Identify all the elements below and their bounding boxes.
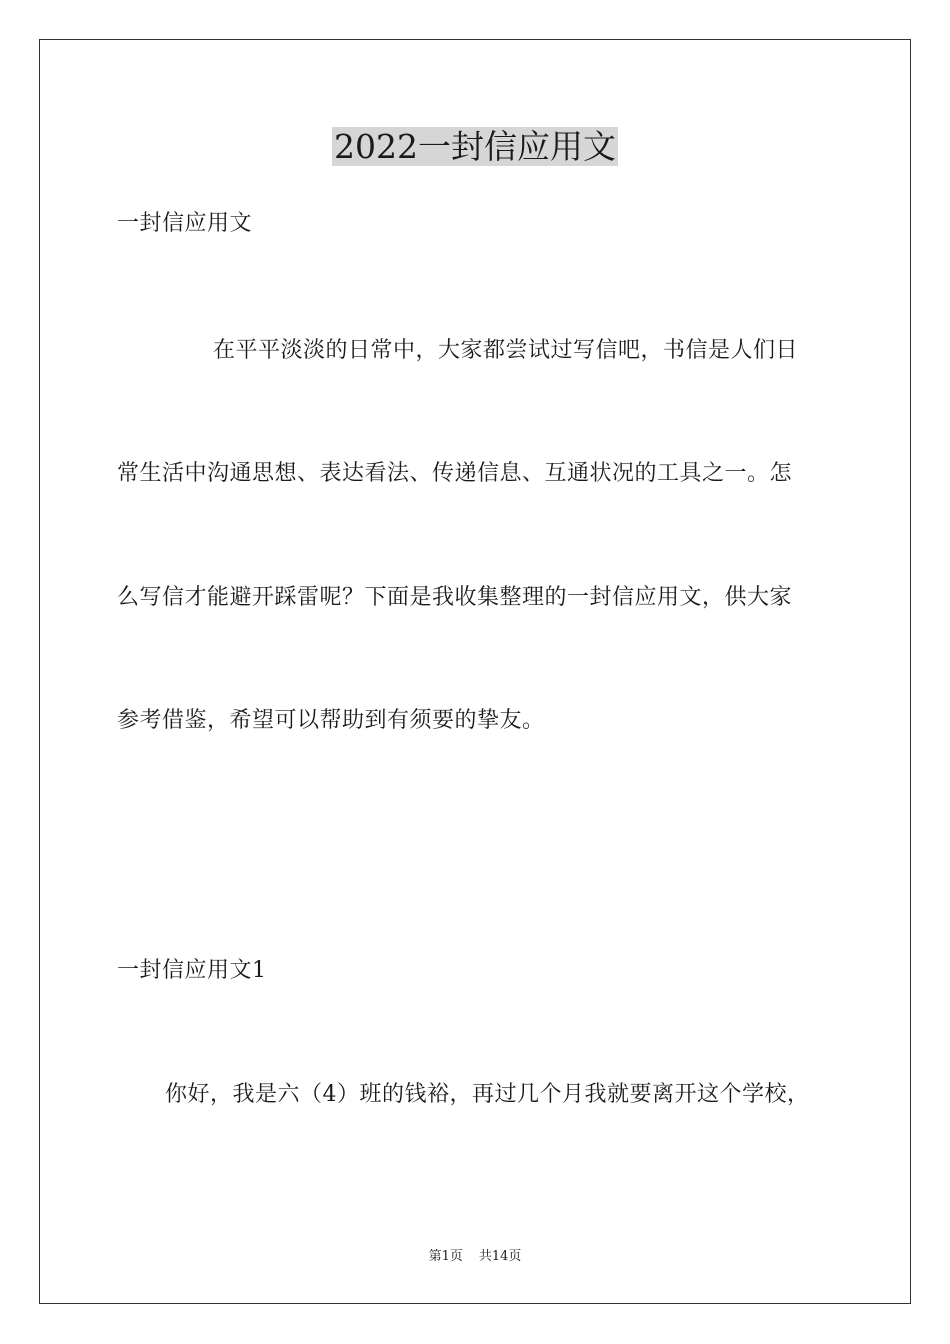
document-title [0,127,950,167]
page-footer [0,1248,950,1266]
document-subtitle: 一封信应用文 [117,211,253,236]
section-heading: 一封信应用文1 [117,958,267,983]
document-title-text: 2022一封信应用文 [334,127,616,166]
intro-line-3: 么写信才能避开踩雷呢？下面是我收集整理的一封信应用文，供大家 [117,585,793,610]
intro-line-4: 参考借鉴，希望可以帮助到有须要的挚友。 [117,708,545,733]
section-line-1: 你好，我是六（4）班的钱裕，再过几个月我就要离开这个学校， [165,1082,810,1107]
page-number: 第1页 [428,1249,463,1264]
intro-line-2: 常生活中沟通思想、表达看法、传递信息、互通状况的工具之一。怎 [117,461,793,486]
intro-line-1: 在平平淡淡的日常中，大家都尝试过写信吧，书信是人们日 [213,338,799,363]
page-total: 共14页 [478,1249,522,1264]
